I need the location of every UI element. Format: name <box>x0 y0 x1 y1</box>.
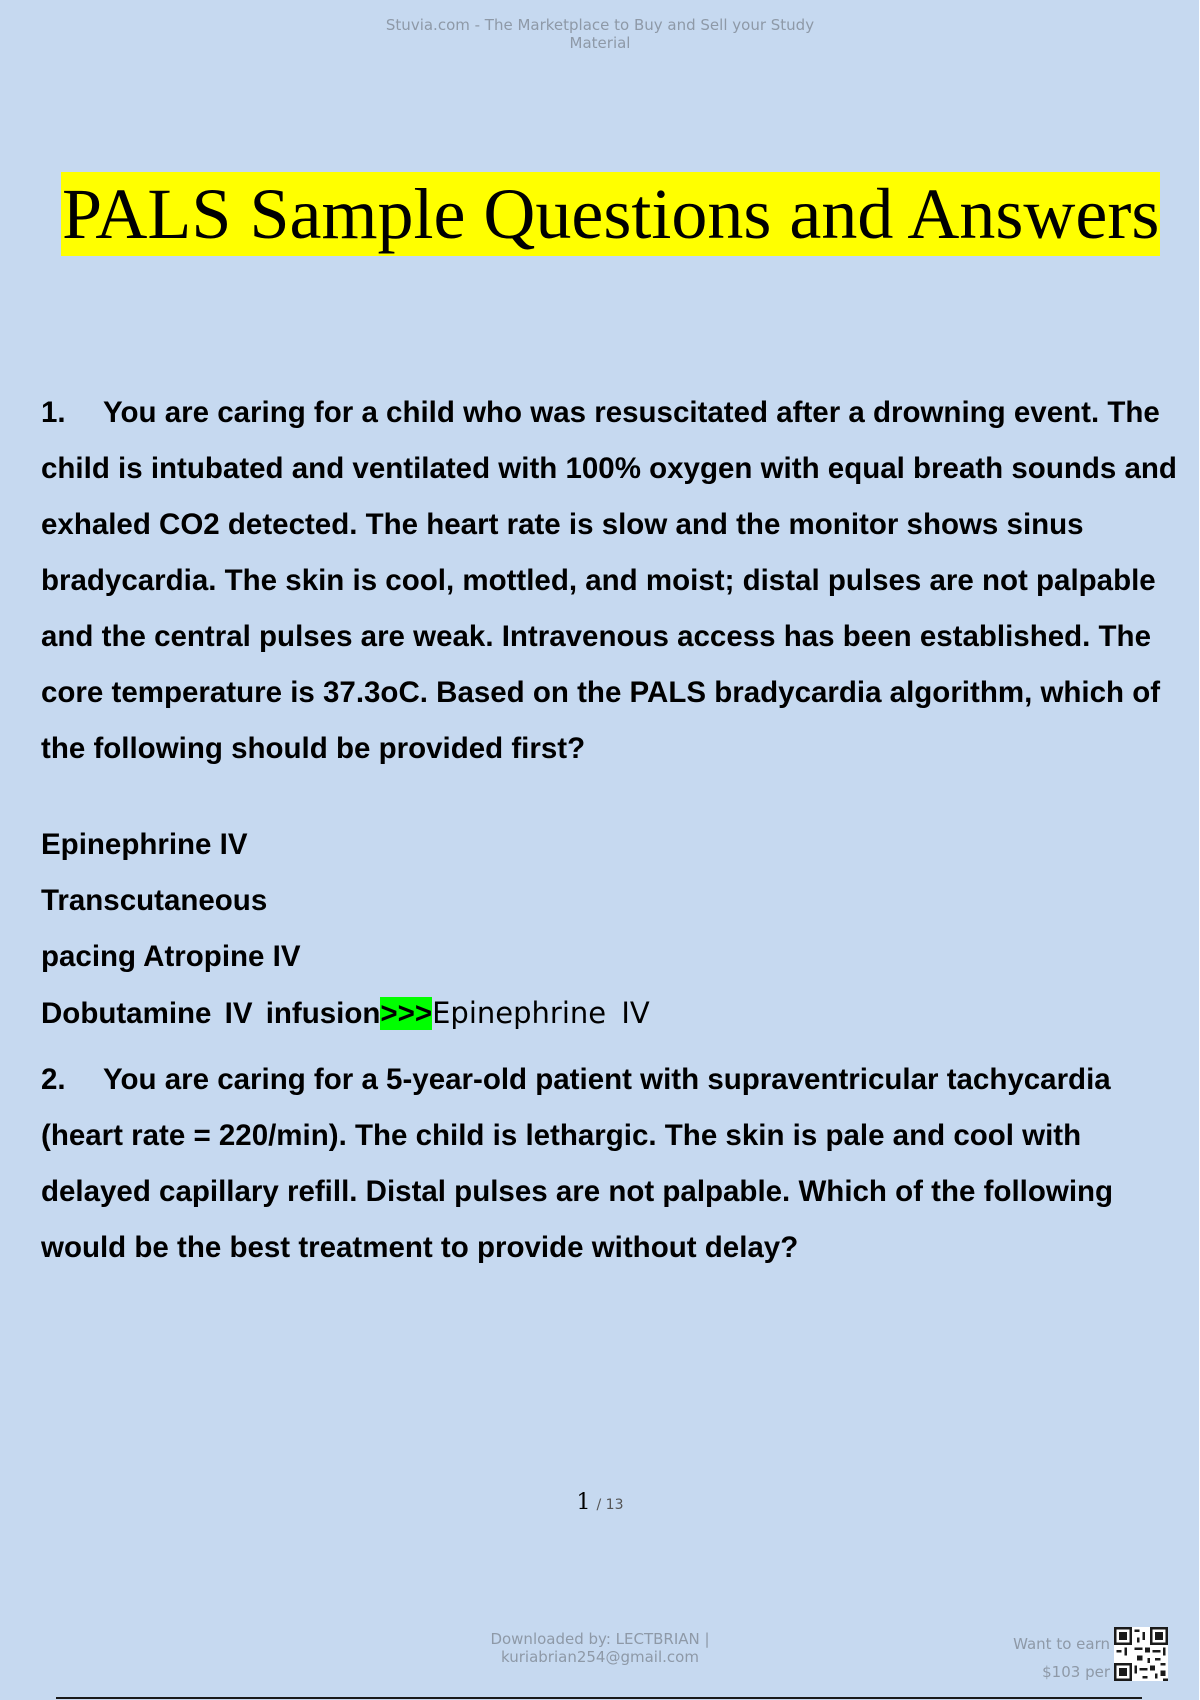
document-body <box>41 385 1191 1276</box>
header-watermark <box>360 16 840 52</box>
answer-marker: >>> <box>380 997 433 1030</box>
question-text: You are caring for a child who was resuscitated after a drowning event. The child is intubated and ventilated with 100% oxygen with equal breath sounds and exhaled CO2 detected. The heart rate is slow and the monitor shows sinus bradycardia. The skin is cool, mottled, and moist; distal pulses are not palpable and the central pulses are weak. Intravenous access has been established. The core temperature is 37.3oC. Based on the PALS bradycardia algorithm, which of the following should be provided first? <box>41 396 1177 765</box>
watermark-line-2: Material <box>569 34 631 52</box>
option-line: Epinephrine IV <box>41 828 248 861</box>
qr-code-icon[interactable] <box>1114 1627 1168 1681</box>
question-number: 1. <box>41 396 66 429</box>
option-line-with-answer <box>41 985 1191 1042</box>
question-1 <box>41 385 1191 777</box>
page-indicator <box>0 1490 1200 1515</box>
answer-text: Epinephrine IV <box>432 996 650 1030</box>
title-highlight <box>61 172 1160 256</box>
option-line: pacing Atropine IV <box>41 940 301 973</box>
footer-download-info <box>450 1630 750 1666</box>
total-pages: / 13 <box>596 1497 624 1513</box>
option-line: Dobutamine IV infusion <box>41 997 381 1030</box>
current-page-number: 1 <box>576 1490 591 1515</box>
question-2 <box>41 1052 1191 1276</box>
document-title: PALS Sample Questions and Answers <box>62 174 1160 254</box>
watermark-line-1: Stuvia.com - The Marketplace to Buy and Sell your Study <box>385 16 815 34</box>
question-number: 2. <box>41 1063 66 1096</box>
footer-promo[interactable] <box>1013 1630 1110 1686</box>
answer-options <box>41 817 1191 1042</box>
option-line: Transcutaneous <box>41 884 268 917</box>
bottom-rule <box>56 1697 1142 1699</box>
promo-line-2: $103 per <box>1042 1663 1110 1681</box>
promo-line-1: Want to earn <box>1013 1635 1110 1653</box>
downloader-email: kuriabrian254@gmail.com <box>501 1648 699 1666</box>
question-text: You are caring for a 5-year-old patient with supraventricular tachycardia (heart rate = 220/min). The child is lethargic. The skin is pale and cool with delayed capillary refill. Distal pulses are not palpable. Which of the following would be the best treatment to provide without delay? <box>41 1063 1114 1264</box>
downloaded-by: Downloaded by: LECTBRIAN | <box>490 1630 710 1648</box>
